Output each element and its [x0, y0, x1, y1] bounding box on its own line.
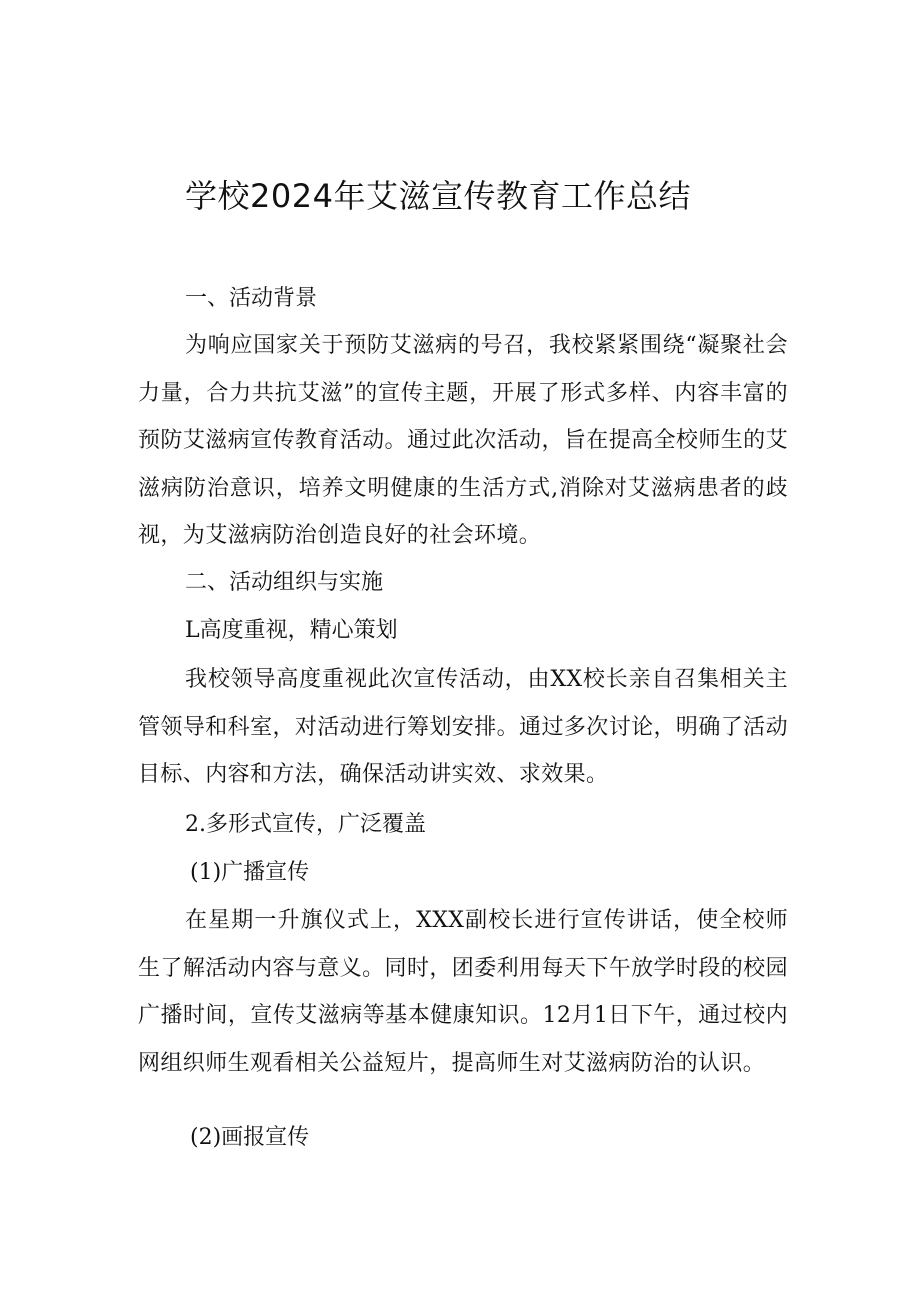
paragraph-broadcast: 在星期一升旗仪式上，XXX副校长进行宣传讲话，使全校师生了解活动内容与意义。同时，团委利用每天下午放学时段的校园广播时间，宣传艾滋病等基本健康知识。12月1日下午，通过校内网组织师生观看相关公益短片，提高师生对艾滋病防治的认识。: [138, 908, 788, 1076]
document-title: 学校2024年艾滋宣传教育工作总结: [185, 177, 691, 215]
paragraph-planning: 我校领导高度重视此次宣传活动，由XX校长亲自召集相关主管领导和科室，对活动进行筹划安排。通过多次讨论，明确了活动目标、内容和方法，确保活动讲实效、求效果。: [138, 667, 788, 787]
section-heading-organization: 二、活动组织与实施: [185, 570, 384, 595]
paragraph-background: 为响应国家关于预防艾滋病的号召，我校紧紧围绕“凝聚社会力量，合力共抗艾滋”的宣传主题，开展了形式多样、内容丰富的预防艾滋病宣传教育活动。通过此次活动，旨在提高全校师生的艾滋病防治意识，培养文明健康的生活方式,消除对艾滋病患者的歧视，为艾滋病防治创造良好的社会环境。: [138, 333, 788, 548]
item-heading-broadcast: (1)广播宣传: [190, 860, 310, 885]
subsection-heading-publicity: 2.多形式宣传，广泛覆盖: [185, 812, 426, 837]
item-heading-poster: (2)画报宣传: [190, 1125, 310, 1150]
subsection-heading-planning: L高度重视，精心策划: [185, 618, 398, 643]
section-heading-background: 一、活动背景: [185, 286, 318, 311]
